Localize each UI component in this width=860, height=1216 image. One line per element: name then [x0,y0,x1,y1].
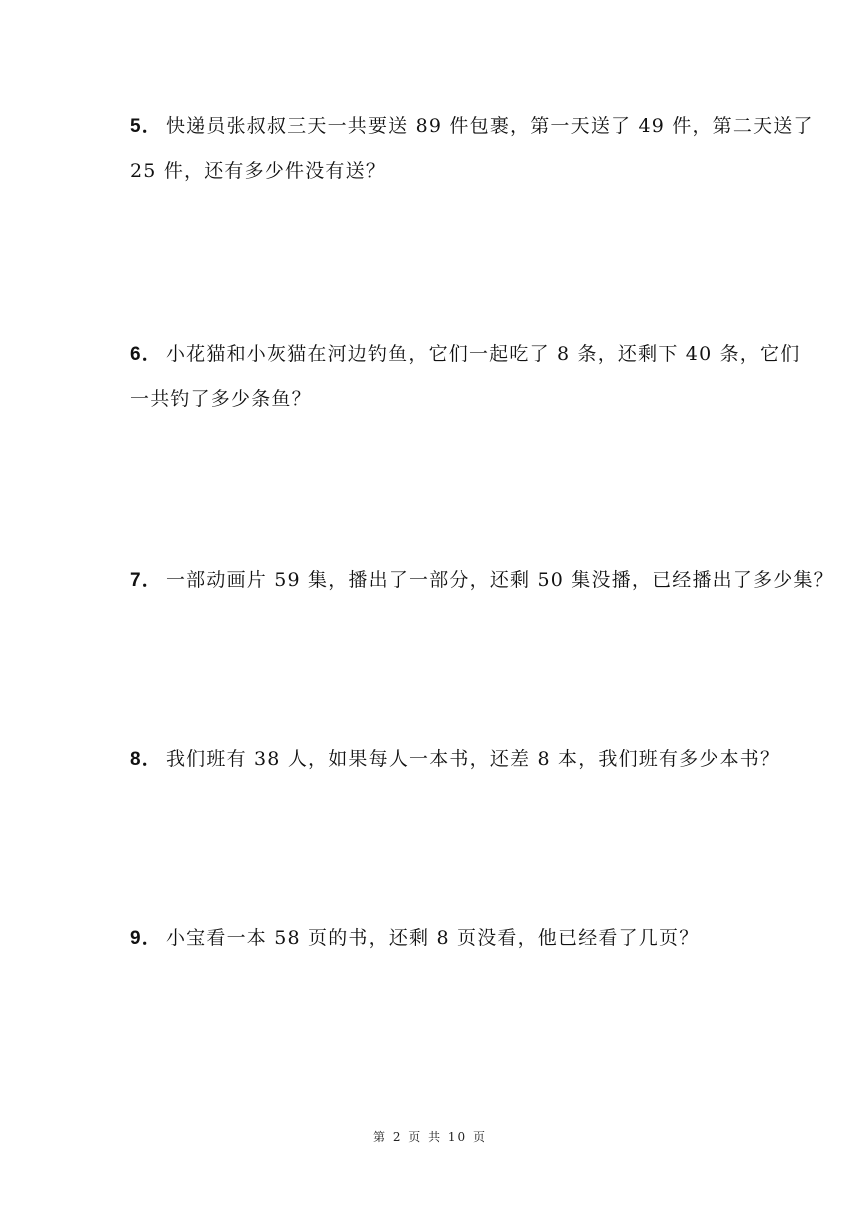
question-6-line-1 [130,332,801,377]
question-9-text-1: 小宝看一本 58 页的书，还剩 8 页没看，他已经看了几页？ [165,927,700,949]
question-8-number: 8． [130,749,162,770]
page-footer: 第 2 页 共 10 页 [373,1130,487,1144]
question-5-line-1 [130,104,814,149]
question-8 [130,737,790,782]
question-5 [130,104,814,193]
question-9-number: 9． [130,928,162,949]
question-5-line-2: 25 件，还有多少件没有送？ [130,160,387,182]
question-6 [130,332,801,421]
question-7 [130,558,834,603]
question-5-number: 5． [130,116,162,137]
question-7-text-1: 一部动画片 59 集，播出了一部分，还剩 50 集没播，已经播出了多少集？ [165,569,834,591]
question-7-number: 7． [130,570,162,591]
question-9 [130,916,790,961]
question-6-line-2: 一共钓了多少条鱼？ [130,388,312,410]
question-6-number: 6． [130,344,162,365]
question-5-text-1: 快递员张叔叔三天一共要送 89 件包裹，第一天送了 49 件，第二天送了 [165,115,814,137]
question-8-line-1 [130,737,790,782]
question-6-text-1: 小花猫和小灰猫在河边钓鱼，它们一起吃了 8 条，还剩下 40 条，它们 [165,343,801,365]
question-8-text-1: 我们班有 38 人，如果每人一本书，还差 8 本，我们班有多少本书？ [165,748,781,770]
question-7-line-1 [130,558,834,603]
question-9-line-1 [130,916,790,961]
